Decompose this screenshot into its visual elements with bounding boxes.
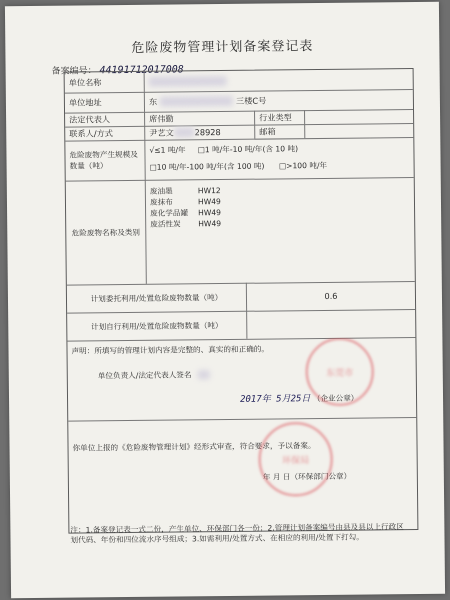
waste-item: 废活性炭 HW49 (150, 219, 222, 229)
scale-option-1: √≤1 吨/年 (149, 145, 186, 155)
agency-stamp: 环保局 (258, 422, 333, 497)
form-title: 危险废物管理计划备案登记表 (131, 39, 314, 56)
label-waste-types: 危险废物名称及类别 (66, 180, 147, 285)
waste-item: 废油墨 HW12 (149, 186, 221, 196)
label-email: 邮箱 (255, 124, 305, 139)
row-waste-types (66, 177, 415, 286)
scale-option-3: □10 吨/年-100 吨/年(含 100 吨) (149, 161, 265, 172)
label-waste-scale: 危险废物产生规模及数量（吨） (65, 140, 145, 181)
row-declaration (67, 337, 416, 422)
waste-item: 废化学品罐 HW49 (150, 208, 222, 218)
receipt-date: 年 月 日（环保部门公章） (262, 471, 352, 482)
row-agency-receipt (68, 417, 417, 532)
label-unit-name: 单位名称 (65, 72, 145, 93)
value-contact: 尹艺文 28928 (145, 125, 255, 140)
value-unit-address: 东 三楼C号 (148, 95, 267, 107)
company-seal-label: （企业公章） (312, 393, 359, 404)
scale-option-4: □>100 吨/年 (278, 160, 328, 171)
value-unit-name (145, 69, 413, 92)
label-contact: 联系人/方式 (65, 126, 145, 141)
scale-option-2: □1 吨/年-10 吨/年(含 10 吨) (197, 144, 299, 155)
value-self-quantity (247, 309, 415, 339)
label-entrusted-quantity: 计划委托利用/处置危险废物数量（吨） (67, 283, 247, 313)
registration-form-table (64, 68, 419, 534)
value-industry (305, 109, 413, 124)
label-self-quantity: 计划自行利用/处置危险废物数量（吨） (67, 311, 247, 341)
document-page (5, 2, 445, 599)
declaration-date: 2017年 5月25日 (239, 394, 311, 405)
company-stamp: 东莞市 (305, 337, 374, 406)
value-entrusted-quantity: 0.6 (324, 290, 338, 301)
value-waste-types (146, 177, 415, 284)
row-waste-scale (65, 137, 413, 182)
label-unit-address: 单位地址 (65, 92, 145, 113)
label-industry: 行业类型 (255, 110, 305, 125)
footnote: 注：1.备案登记表一式二份，产生单位、环保部门各一份；2.管理计划备案编号由县及县以上行政区划代码、年份和四位流水序号组成；3.如需利用/处置方式、在相应的利用/处置下打勾。 (70, 522, 404, 545)
receipt-block (68, 417, 417, 532)
value-legal-rep: 席伟勤 (145, 111, 255, 126)
declaration-block (67, 337, 416, 421)
waste-item: 废抹布 HW49 (149, 197, 221, 207)
label-legal-rep: 法定代表人 (65, 112, 145, 127)
value-waste-scale (145, 137, 413, 180)
serial-number: 备案编号： 44191712017008 (51, 64, 184, 77)
declaration-text: 声明：所填写的管理计划内容是完整的、真实的和正确的。 (71, 344, 270, 356)
serial-value: 44191712017008 (99, 64, 184, 77)
value-email (305, 123, 413, 138)
receipt-text: 你单位上报的《危险废物管理计划》经形式审查，符合要求，予以备案。 (72, 441, 316, 453)
signer-line: 单位负责人/法定代表人签名 (72, 367, 412, 382)
